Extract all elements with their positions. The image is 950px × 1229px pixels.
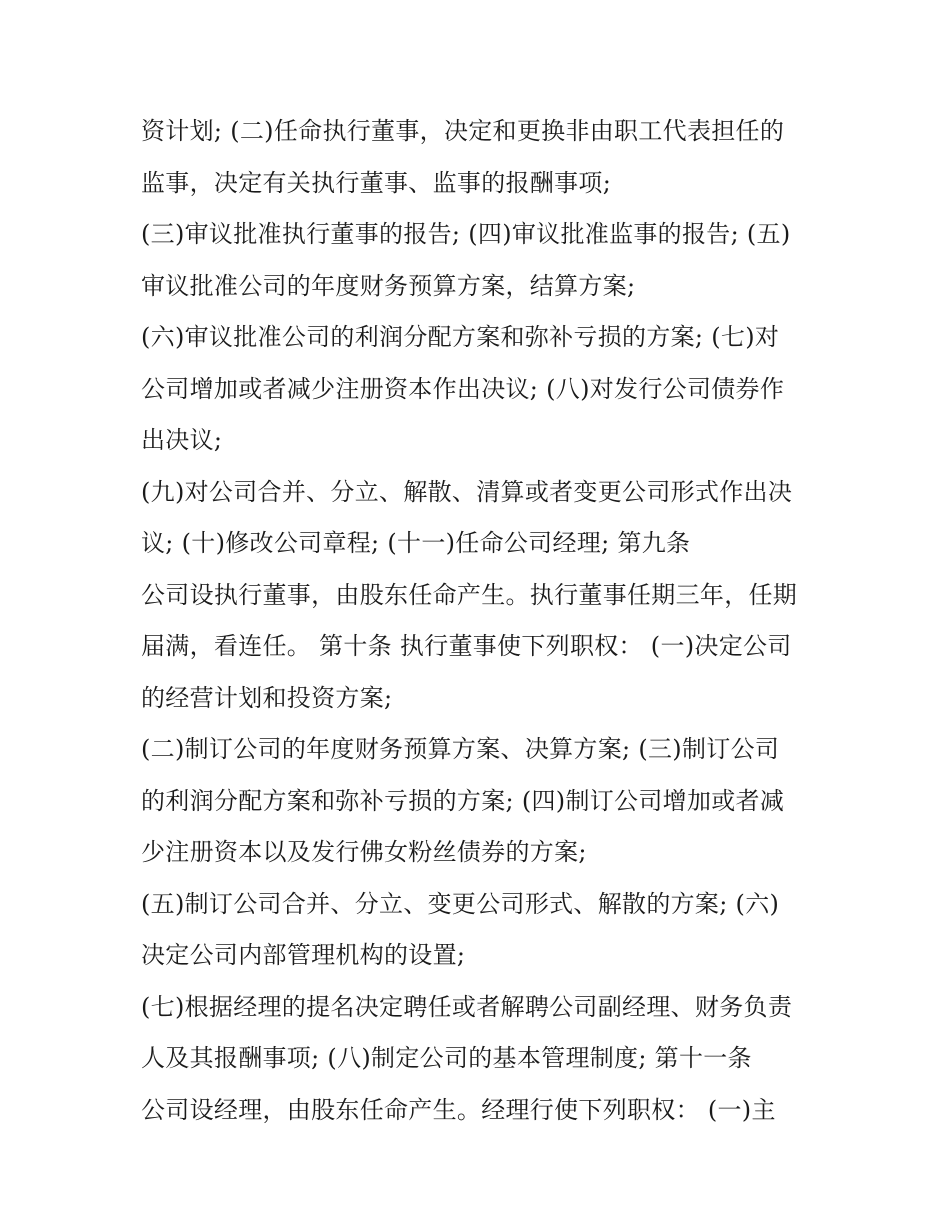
text-line: 议; (十)修改公司章程; (十一)任命公司经理; 第九条	[141, 529, 691, 557]
document-body	[141, 108, 821, 1138]
text-line: 公司增加或者减少注册资本作出决议; (八)对发行公司债券作	[141, 374, 785, 403]
text-line: 的经营计划和投资方案;	[141, 683, 393, 712]
text-line: 审议批准公司的年度财务预算方案，结算方案;	[141, 271, 636, 300]
text-line: 届满，看连任。 第十条 执行董事使下列职权： (一)决定公司	[141, 632, 792, 660]
text-line: (二)制订公司的年度财务预算方案、决算方案; (三)制订公司	[141, 735, 780, 763]
text-line: 公司设经理，由股东任命产生。经理行使下列职权： (一)主	[141, 1095, 776, 1124]
text-line: (九)对公司合并、分立、解散、清算或者变更公司形式作出决	[141, 477, 793, 506]
text-line: 人及其报酬事项; (八)制定公司的基本管理制度; 第十一条	[141, 1044, 752, 1072]
text-line: 监事，决定有关执行董事、监事的报酬事项;	[141, 168, 612, 197]
text-line: 决定公司内部管理机构的设置;	[141, 941, 466, 969]
text-line: (三)审议批准执行董事的报告; (四)审议批准监事的报告; (五)	[141, 220, 791, 248]
text-line: (五)制订公司合并、分立、变更公司形式、解散的方案; (六)	[141, 889, 780, 918]
text-line: 出决议;	[141, 426, 223, 454]
text-line: 资计划; (二)任命执行董事，决定和更换非由职工代表担任的	[141, 117, 785, 145]
text-line: (六)审议批准公司的利润分配方案和弥补亏损的方案; (七)对	[141, 323, 780, 351]
text-line: 公司设执行董事，由股东任命产生。执行董事任期三年，任期	[141, 580, 798, 609]
text-line: (七)根据经理的提名决定聘任或者解聘公司副经理、财务负责	[141, 992, 793, 1021]
text-line: 的利润分配方案和弥补亏损的方案; (四)制订公司增加或者减	[141, 786, 785, 815]
text-line: 少注册资本以及发行佛女粉丝债券的方案;	[141, 838, 587, 866]
